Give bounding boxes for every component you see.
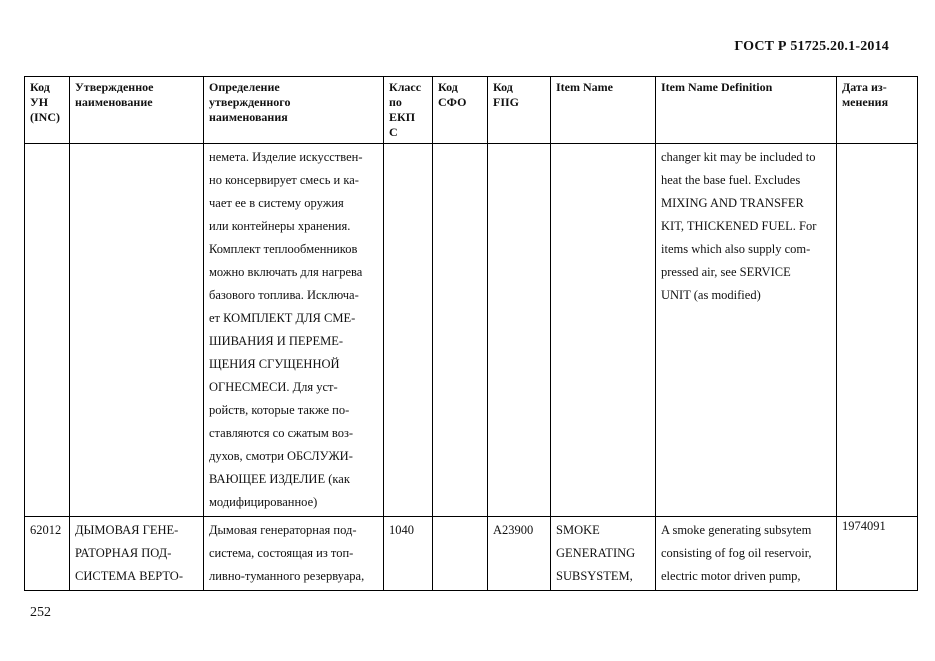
col-header-class: Класс по ЕКП С <box>384 77 433 144</box>
table-header-row <box>25 77 918 144</box>
page-number: 252 <box>30 605 51 620</box>
cell-inc <box>25 144 70 517</box>
cell-approved-name: ДЫМОВАЯ ГЕНЕ- РАТОРНАЯ ПОД- СИСТЕМА ВЕРТО- <box>70 517 204 591</box>
col-header-approved-name: Утвержденное наименование <box>70 77 204 144</box>
cell-change-date <box>837 144 918 517</box>
col-header-item-name-definition: Item Name Definition <box>656 77 837 144</box>
cell-item-name: SMOKE GENERATING SUBSYSTEM, <box>551 517 656 591</box>
cell-fiig <box>488 144 551 517</box>
cell-item-name-definition: changer kit may be included to heat the base fuel. Excludes MIXING AND TRANSFER KIT, THICKENED FUEL. For items which also supply com- pressed air, see SERVICE UNIT (as modified) <box>656 144 837 517</box>
cell-definition: немета. Изделие искусствен- но консервирует смесь и ка- чает ее в систему оружия или контейнеры хранения. Комплект теплообменников можно включать для нагрева базового топлива. Исключа- ет КОМПЛЕКТ ДЛЯ СМЕ- ШИВАНИЯ И ПЕРЕМЕ- ЩЕНИЯ СГУЩЕННОЙ ОГНЕСМЕСИ. Для уст- ройств, которые также по- ставляются со сжатым воз- духов, смотри ОБСЛУЖИ- ВАЮЩЕЕ ИЗДЕЛИЕ (как модифицированное) <box>204 144 384 517</box>
cell-definition: Дымовая генераторная под- система, состоящая из топ- ливно-туманного резервуара, <box>204 517 384 591</box>
cell-class: 1040 <box>384 517 433 591</box>
col-header-inc: Код УН (INC) <box>25 77 70 144</box>
cell-inc: 62012 <box>25 517 70 591</box>
col-header-item-name: Item Name <box>551 77 656 144</box>
cell-change-date: 1974091 <box>837 517 918 591</box>
table-row-continuation <box>25 144 918 517</box>
cell-item-name-definition: A smoke generating subsytem consisting of fog oil reservoir, electric motor driven pump, <box>656 517 837 591</box>
col-header-definition: Определение утвержденного наименования <box>204 77 384 144</box>
col-header-fiig: Код FIIG <box>488 77 551 144</box>
document-title: ГОСТ Р 51725.20.1-2014 <box>734 39 889 54</box>
cell-fiig: A23900 <box>488 517 551 591</box>
cell-sfo <box>433 517 488 591</box>
cell-class <box>384 144 433 517</box>
col-header-sfo: Код СФО <box>433 77 488 144</box>
inc-table <box>24 76 918 591</box>
cell-sfo <box>433 144 488 517</box>
cell-approved-name <box>70 144 204 517</box>
table-row <box>25 517 918 591</box>
col-header-change-date: Дата из- менения <box>837 77 918 144</box>
cell-item-name <box>551 144 656 517</box>
